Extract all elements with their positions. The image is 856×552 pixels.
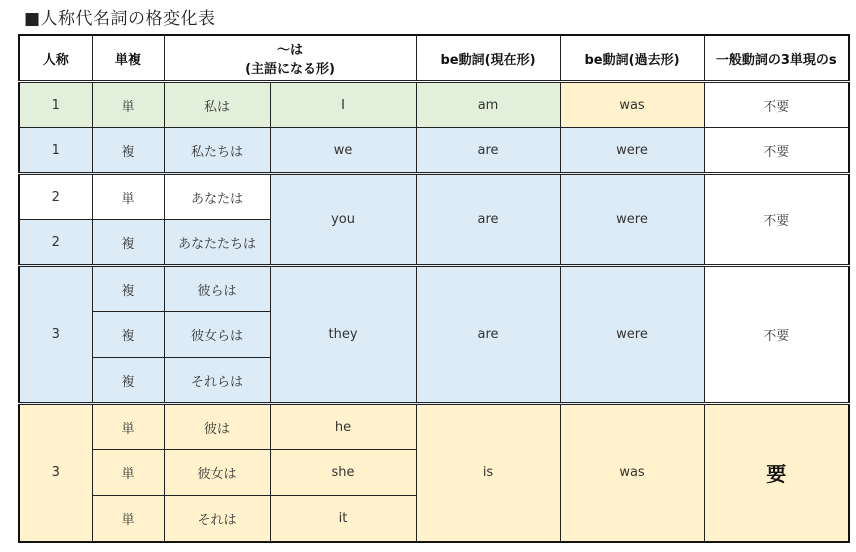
cell-subject-en: they bbox=[270, 266, 416, 404]
cell-be-past: was bbox=[560, 82, 704, 128]
table-row bbox=[19, 82, 849, 128]
cell-be-past: were bbox=[560, 128, 704, 174]
cell-subject-jp: それは bbox=[164, 496, 270, 542]
cell-third-singular-s-required: 要 bbox=[704, 404, 849, 542]
header-third-singular-s: 一般動詞の3単現のs bbox=[704, 35, 849, 82]
header-be-present: be動詞(現在形) bbox=[416, 35, 560, 82]
cell-number: 単 bbox=[92, 450, 164, 496]
cell-subject-jp: 私たちは bbox=[164, 128, 270, 174]
cell-be-past: were bbox=[560, 266, 704, 404]
cell-person: 1 bbox=[19, 128, 92, 174]
cell-number: 単 bbox=[92, 82, 164, 128]
cell-subject-jp: あなたは bbox=[164, 174, 270, 220]
cell-number: 複 bbox=[92, 358, 164, 404]
cell-be-present: is bbox=[416, 404, 560, 542]
header-person: 人称 bbox=[19, 35, 92, 82]
cell-subject-jp: 彼女は bbox=[164, 450, 270, 496]
table-row bbox=[19, 266, 849, 312]
cell-third-singular-s: 不要 bbox=[704, 266, 849, 404]
cell-be-past: was bbox=[560, 404, 704, 542]
cell-third-singular-s: 不要 bbox=[704, 174, 849, 266]
cell-subject-jp: それらは bbox=[164, 358, 270, 404]
cell-subject-en: it bbox=[270, 496, 416, 542]
cell-person: 3 bbox=[19, 266, 92, 404]
cell-subject-en: he bbox=[270, 404, 416, 450]
table-row bbox=[19, 404, 849, 450]
header-subject-line2: (主語になる形) bbox=[245, 62, 335, 77]
page-title: ■人称代名詞の格変化表 bbox=[24, 9, 216, 29]
cell-number: 複 bbox=[92, 220, 164, 266]
cell-person: 1 bbox=[19, 82, 92, 128]
cell-number: 単 bbox=[92, 404, 164, 450]
cell-person: 2 bbox=[19, 174, 92, 220]
cell-subject-jp: 彼女らは bbox=[164, 312, 270, 358]
header-be-past: be動詞(過去形) bbox=[560, 35, 704, 82]
cell-third-singular-s: 不要 bbox=[704, 82, 849, 128]
cell-third-singular-s: 不要 bbox=[704, 128, 849, 174]
cell-be-present: are bbox=[416, 174, 560, 266]
cell-subject-jp: 彼らは bbox=[164, 266, 270, 312]
header-row bbox=[19, 35, 849, 82]
cell-subject-jp: あなたたちは bbox=[164, 220, 270, 266]
cell-number: 複 bbox=[92, 128, 164, 174]
cell-number: 単 bbox=[92, 174, 164, 220]
cell-number: 単 bbox=[92, 496, 164, 542]
cell-be-present: are bbox=[416, 128, 560, 174]
cell-person: 3 bbox=[19, 404, 92, 542]
cell-subject-en: you bbox=[270, 174, 416, 266]
pronoun-conjugation-table bbox=[18, 34, 850, 543]
cell-subject-en: she bbox=[270, 450, 416, 496]
cell-number: 複 bbox=[92, 266, 164, 312]
cell-be-past: were bbox=[560, 174, 704, 266]
header-subject bbox=[164, 35, 416, 82]
cell-subject-jp: 私は bbox=[164, 82, 270, 128]
cell-be-present: are bbox=[416, 266, 560, 404]
table-row bbox=[19, 174, 849, 220]
cell-person: 2 bbox=[19, 220, 92, 266]
cell-be-present: am bbox=[416, 82, 560, 128]
cell-number: 複 bbox=[92, 312, 164, 358]
cell-subject-en: we bbox=[270, 128, 416, 174]
header-subject-line1: ～は bbox=[277, 43, 304, 58]
header-number: 単複 bbox=[92, 35, 164, 82]
table-row bbox=[19, 128, 849, 174]
cell-subject-jp: 彼は bbox=[164, 404, 270, 450]
cell-subject-en: I bbox=[270, 82, 416, 128]
